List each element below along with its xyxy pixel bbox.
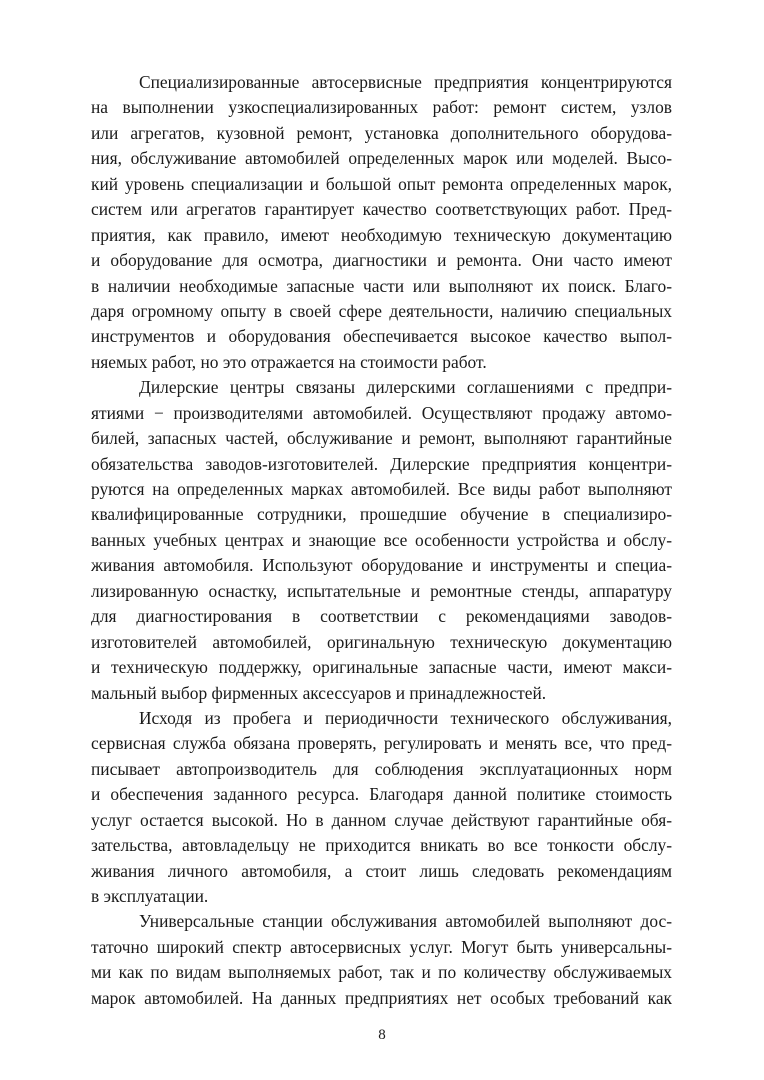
- text-line: квалифицированные сотрудники, прошедшие обучение в специализиро-: [91, 504, 672, 525]
- text-line: билей, запасных частей, обслуживание и ремонт, выполняют гарантийные: [91, 428, 672, 449]
- text-line: или агрегатов, кузовной ремонт, установка дополнительного оборудова-: [91, 122, 672, 143]
- text-line: писывает автопроизводитель для соблюдения эксплуатационных норм: [91, 758, 672, 779]
- text-line: Дилерские центры связаны дилерскими соглашениями с предпри-: [139, 377, 672, 398]
- text-line: кий уровень специализации и большой опыт ремонта определенных марок,: [91, 173, 672, 194]
- text-line: в наличии необходимые запасные части или выполняют их поиск. Благо-: [91, 275, 672, 296]
- text-line: инструментов и оборудования обеспечивается высокое качество выпол-: [91, 326, 672, 347]
- text-line: Исходя из пробега и периодичности технического обслуживания,: [139, 707, 672, 728]
- text-line: Универсальные станции обслуживания автомобилей выполняют дос-: [139, 911, 672, 932]
- text-line: услуг остается высокой. Но в данном случае действуют гарантийные обя-: [91, 809, 672, 830]
- text-line: ванных учебных центрах и знающие все особенности устройства и обслу-: [91, 529, 672, 550]
- text-line: и оборудование для осмотра, диагностики и ремонта. Они часто имеют: [91, 250, 672, 271]
- paragraph: [91, 375, 672, 706]
- text-line: ми как по видам выполняемых работ, так и по количеству обслуживаемых: [91, 962, 672, 983]
- text-line: марок автомобилей. На данных предприятиях нет особых требований как: [91, 987, 672, 1008]
- text-line: сервисная служба обязана проверять, регулировать и менять все, что пред-: [91, 733, 672, 754]
- body-text: [91, 70, 672, 1011]
- text-line: изготовителей автомобилей, оригинальную техническую документацию: [91, 631, 672, 652]
- paragraph: [91, 70, 672, 375]
- text-line: живания автомобиля. Используют оборудование и инструменты и специа-: [91, 555, 672, 576]
- text-line: и обеспечения заданного ресурса. Благодаря данной политике стоимость: [91, 784, 672, 805]
- text-line: лизированную оснастку, испытательные и ремонтные стенды, аппаратуру: [91, 580, 672, 601]
- text-line: зательства, автовладельцу не приходится вникать во все тонкости обслу-: [91, 835, 672, 856]
- text-line: для диагностирования в соответствии с рекомендациями заводов-: [91, 606, 672, 627]
- paragraph: [91, 909, 672, 1011]
- text-line: систем или агрегатов гарантирует качество соответствующих работ. Пред-: [91, 199, 672, 220]
- text-line: Специализированные автосервисные предприятия концентрируются: [139, 72, 672, 92]
- text-line: няемых работ, но это отражается на стоимости работ.: [91, 351, 487, 372]
- text-line: живания личного автомобиля, а стоит лишь следовать рекомендациям: [91, 860, 672, 881]
- paragraph: [91, 706, 672, 910]
- text-line: приятия, как правило, имеют необходимую техническую документацию: [91, 224, 672, 245]
- page-number: 8: [378, 1027, 386, 1043]
- text-line: на выполнении узкоспециализированных работ: ремонт систем, узлов: [91, 97, 672, 118]
- text-line: руются на определенных марках автомобилей. Все виды работ выполняют: [91, 479, 672, 499]
- text-line: даря огромному опыту в своей сфере деятельности, наличию специальных: [91, 300, 672, 321]
- text-line: таточно широкий спектр автосервисных услуг. Могут быть универсальны-: [91, 936, 672, 957]
- text-line: ятиями − производителями автомобилей. Осуществляют продажу автомо-: [91, 402, 672, 423]
- text-line: и техническую поддержку, оригинальные запасные части, имеют макси-: [91, 657, 672, 678]
- text-line: ния, обслуживание автомобилей определенных марок или моделей. Высо-: [91, 148, 672, 169]
- text-line: обязательства заводов-изготовителей. Дилерские предприятия концентри-: [91, 453, 672, 474]
- text-line: в эксплуатации.: [91, 886, 209, 906]
- text-line: мальный выбор фирменных аксессуаров и принадлежностей.: [91, 682, 547, 703]
